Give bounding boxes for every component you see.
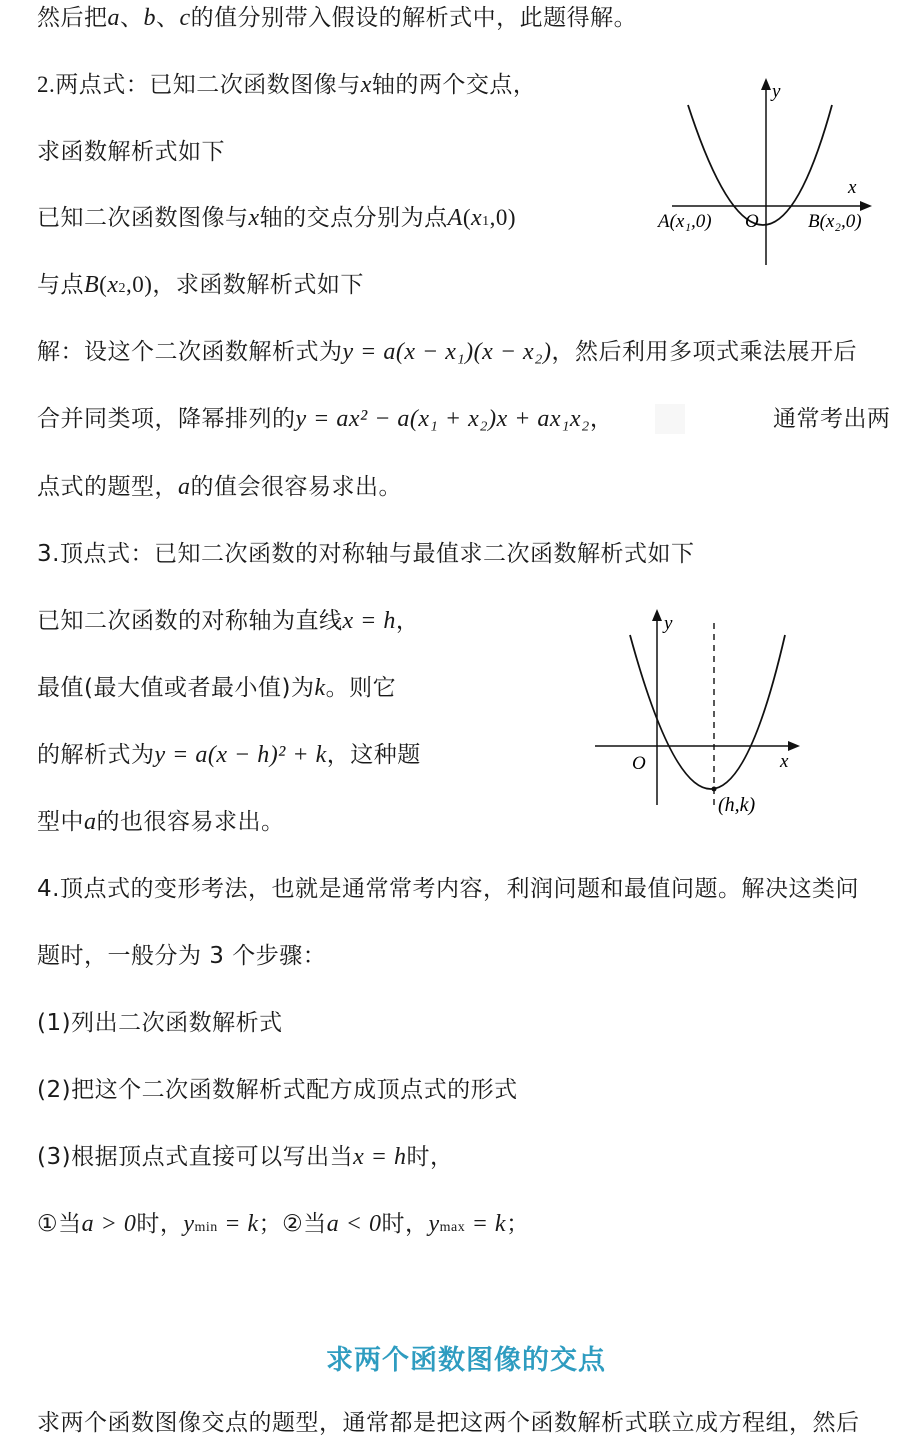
step-2: (2)把这个二次函数解析式配方成顶点式的形式	[37, 1077, 518, 1103]
x-axis-label: x	[848, 177, 857, 198]
origin-label: O	[632, 753, 646, 774]
y-axis-label: y	[772, 81, 781, 102]
point-b-label: B(x₂,0)	[808, 211, 862, 232]
text-line: 合并同类项，降幂排列的y = ax² − a(x₁ + x₂)x + ax₁x₂，	[37, 406, 614, 432]
x-axis-arrow	[860, 201, 872, 211]
formula: y = a(x − h)² + k	[154, 742, 327, 768]
text-line: 求函数解析式如下	[37, 139, 225, 165]
step-3: (3)根据顶点式直接可以写出当x = h时，	[37, 1144, 454, 1170]
x-axis-arrow	[788, 741, 800, 751]
two-point-title: 2.两点式：已知二次函数图像与x轴的两个交点，	[37, 72, 537, 98]
text-line: 的解析式为y = a(x − h)² + k，这种题	[37, 742, 421, 768]
vertex-title: 3.顶点式：已知二次函数的对称轴与最值求二次函数解析式如下	[37, 541, 695, 567]
step-1: (1)列出二次函数解析式	[37, 1010, 283, 1036]
text-line: 型中a的也很容易求出。	[37, 809, 285, 835]
x-axis-label: x	[780, 751, 789, 772]
text-line: 已知二次函数的对称轴为直线x = h，	[37, 608, 420, 634]
two-point-graph	[650, 75, 890, 275]
text-line: 与点B(x2,0)，求函数解析式如下	[37, 272, 364, 298]
point-a-label: A(x₁,0)	[658, 211, 712, 232]
section-heading: 求两个函数图像的交点	[326, 1345, 606, 1376]
y-axis-arrow	[761, 78, 771, 90]
y-axis-label: y	[664, 613, 673, 634]
blank-patch	[655, 404, 685, 434]
text-line: 已知二次函数图像与x轴的交点分别为点A(x1,0)	[37, 205, 517, 231]
text-line: 最值(最大值或者最小值)为k。则它	[37, 675, 397, 701]
text-line: 题时，一般分为 3 个步骤：	[37, 943, 327, 969]
parabola-curve	[630, 635, 785, 789]
text-line: 然后把a、b、c的值分别带入假设的解析式中，此题得解。	[37, 5, 638, 31]
origin-label: O	[745, 211, 759, 232]
text-line: 4.顶点式的变形考法，也就是通常常考内容，利润问题和最值问题。解决这类问	[37, 876, 859, 902]
vertex-graph	[590, 605, 810, 830]
text-line: 点式的题型，a的值会很容易求出。	[37, 474, 402, 500]
text-line: 解：设这个二次函数解析式为y = a(x − x₁)(x − x₂)，然后利用多项式乘法展开后	[37, 339, 858, 365]
formula: y = ax² − a(x₁ + x₂)x + ax₁x₂	[295, 406, 590, 432]
parabola-curve	[688, 105, 832, 225]
y-axis-arrow	[652, 609, 662, 621]
vertex-label: (h,k)	[718, 794, 756, 816]
section-paragraph: 求两个函数图像交点的题型，通常都是把这两个函数解析式联立成方程组，然后	[37, 1410, 860, 1436]
text-line: 通常考出两	[773, 406, 891, 432]
formula: y = a(x − x₁)(x − x₂)	[342, 339, 552, 365]
extremum-conditions: ①当a > 0时，ymin = k；②当a < 0时，ymax = k；	[37, 1211, 530, 1237]
vertex-point	[712, 787, 717, 792]
